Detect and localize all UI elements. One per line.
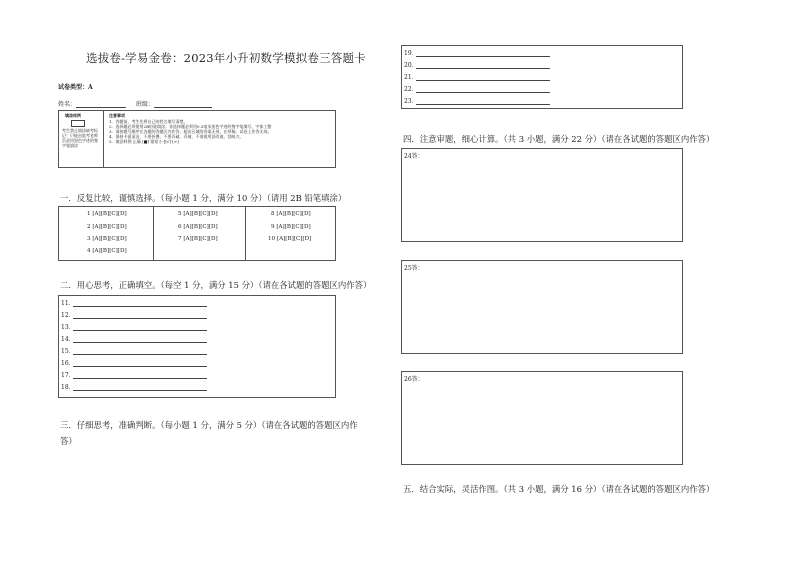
mc-choice-row[interactable]: 7 [A][B][C][D] <box>178 236 218 242</box>
answer-box-25[interactable] <box>401 260 683 354</box>
answer-label: 26答： <box>404 376 424 383</box>
section2-heading: 二．用心思考，正确填空。（每空 1 分，满分 15 分）（请在各试题的答题区内作答） <box>60 280 372 290</box>
fill-blank-row[interactable]: 11． <box>61 298 207 307</box>
mc-choice-row[interactable]: 10 [A][B][C][D] <box>268 236 312 242</box>
note-item: 4．保持卡面清洁，不要折叠、不要弄破、弄皱，不准使用涂改液、刮纸刀。 <box>109 134 244 139</box>
note-item: 3．请按题号顺序在各题的答题区内作答，超出区域的答案无效，在草稿、试卷上作答无效。 <box>109 129 272 134</box>
section1-answer-box <box>58 206 336 261</box>
fill-blank-row[interactable]: 15． <box>61 346 207 355</box>
name-field[interactable] <box>76 101 126 108</box>
answer-label: 24答： <box>404 153 424 160</box>
exam-type: 试卷类型：A <box>58 84 93 91</box>
judge-row[interactable]: 20． <box>404 60 550 69</box>
fill-sample-side-text: 考生禁止填涂缺考标记！只能由监考老师负责用黑色字迹的签字笔填涂 <box>62 128 98 148</box>
name-label: 姓名： <box>58 101 77 108</box>
section3-answer-box <box>401 45 683 109</box>
judge-row[interactable]: 19． <box>404 48 550 57</box>
mc-choice-row[interactable]: 1 [A][B][C][D] <box>87 211 127 217</box>
mc-choice-row[interactable]: 6 [A][B][C][D] <box>178 224 218 230</box>
mc-choice-row[interactable]: 2 [A][B][C][D] <box>87 224 127 230</box>
mc-choice-row[interactable]: 9 [A][B][C][D] <box>271 224 311 230</box>
section3-heading-line2: 答） <box>60 436 77 446</box>
class-label: 班级： <box>135 101 154 108</box>
fill-blank-row[interactable]: 16． <box>61 358 207 367</box>
notes-title: 注意事项 <box>109 113 125 118</box>
mc-choice-row[interactable]: 3 [A][B][C][D] <box>87 236 127 242</box>
section4-heading: 四．注意审题，细心计算。（共 3 小题，满分 22 分）（请在各试题的答题区内作答） <box>403 134 715 144</box>
mc-choice-row[interactable]: 8 [A][B][C][D] <box>271 211 311 217</box>
fill-sample-label: 填涂样例 <box>65 113 81 118</box>
note-item: 2．选择题必须使用2B铅笔填涂；非选择题必须用0.5毫米黑色字迹的签字笔填写，字体工整 <box>109 124 272 129</box>
fill-blank-row[interactable]: 12． <box>61 310 207 319</box>
judge-row[interactable]: 22． <box>404 84 550 93</box>
fill-blank-row[interactable]: 14． <box>61 334 207 343</box>
notes-list <box>109 119 333 144</box>
fill-blank-row[interactable]: 18． <box>61 382 207 391</box>
answer-box-26[interactable] <box>401 371 683 465</box>
section5-heading: 五．结合实际，灵活作图。（共 3 小题，满分 16 分）（请在各试题的答题区内作答） <box>403 484 715 494</box>
mc-choice-row[interactable]: 5 [A][B][C][D] <box>178 211 218 217</box>
class-field[interactable] <box>154 101 212 108</box>
note-item: 5．填涂样例 正确 [■] 错误 [--][√] [×] <box>109 139 179 144</box>
page-title: 选拔卷-学易金卷：2023年小升初数学模拟卷三答题卡 <box>86 51 366 65</box>
section2-answer-box <box>58 295 336 398</box>
section3-heading-line1: 三．仔细思考，准确判断。（每小题 1 分，满分 5 分）（请在各试题的答题区内作 <box>60 420 358 430</box>
judge-row[interactable]: 23． <box>404 96 550 105</box>
section1-heading: 一．反复比较，谨慎选择。（每小题 1 分，满分 10 分）（请用 2B 铅笔填涂） <box>60 193 347 203</box>
answer-box-24[interactable] <box>401 148 683 242</box>
judge-row[interactable]: 21． <box>404 72 550 81</box>
answer-label: 25答： <box>404 265 424 272</box>
fill-blank-row[interactable]: 13． <box>61 322 207 331</box>
notes-panel <box>58 110 336 168</box>
note-item: 1．答题前，考生先将自己的姓名填写清楚。 <box>109 119 188 124</box>
fill-blank-row[interactable]: 17． <box>61 370 207 379</box>
absent-mark-box[interactable] <box>71 120 85 127</box>
name-class-row <box>58 99 212 108</box>
fill-sample-area <box>59 111 103 167</box>
mc-choice-row[interactable]: 4 [A][B][C][D] <box>87 248 127 254</box>
